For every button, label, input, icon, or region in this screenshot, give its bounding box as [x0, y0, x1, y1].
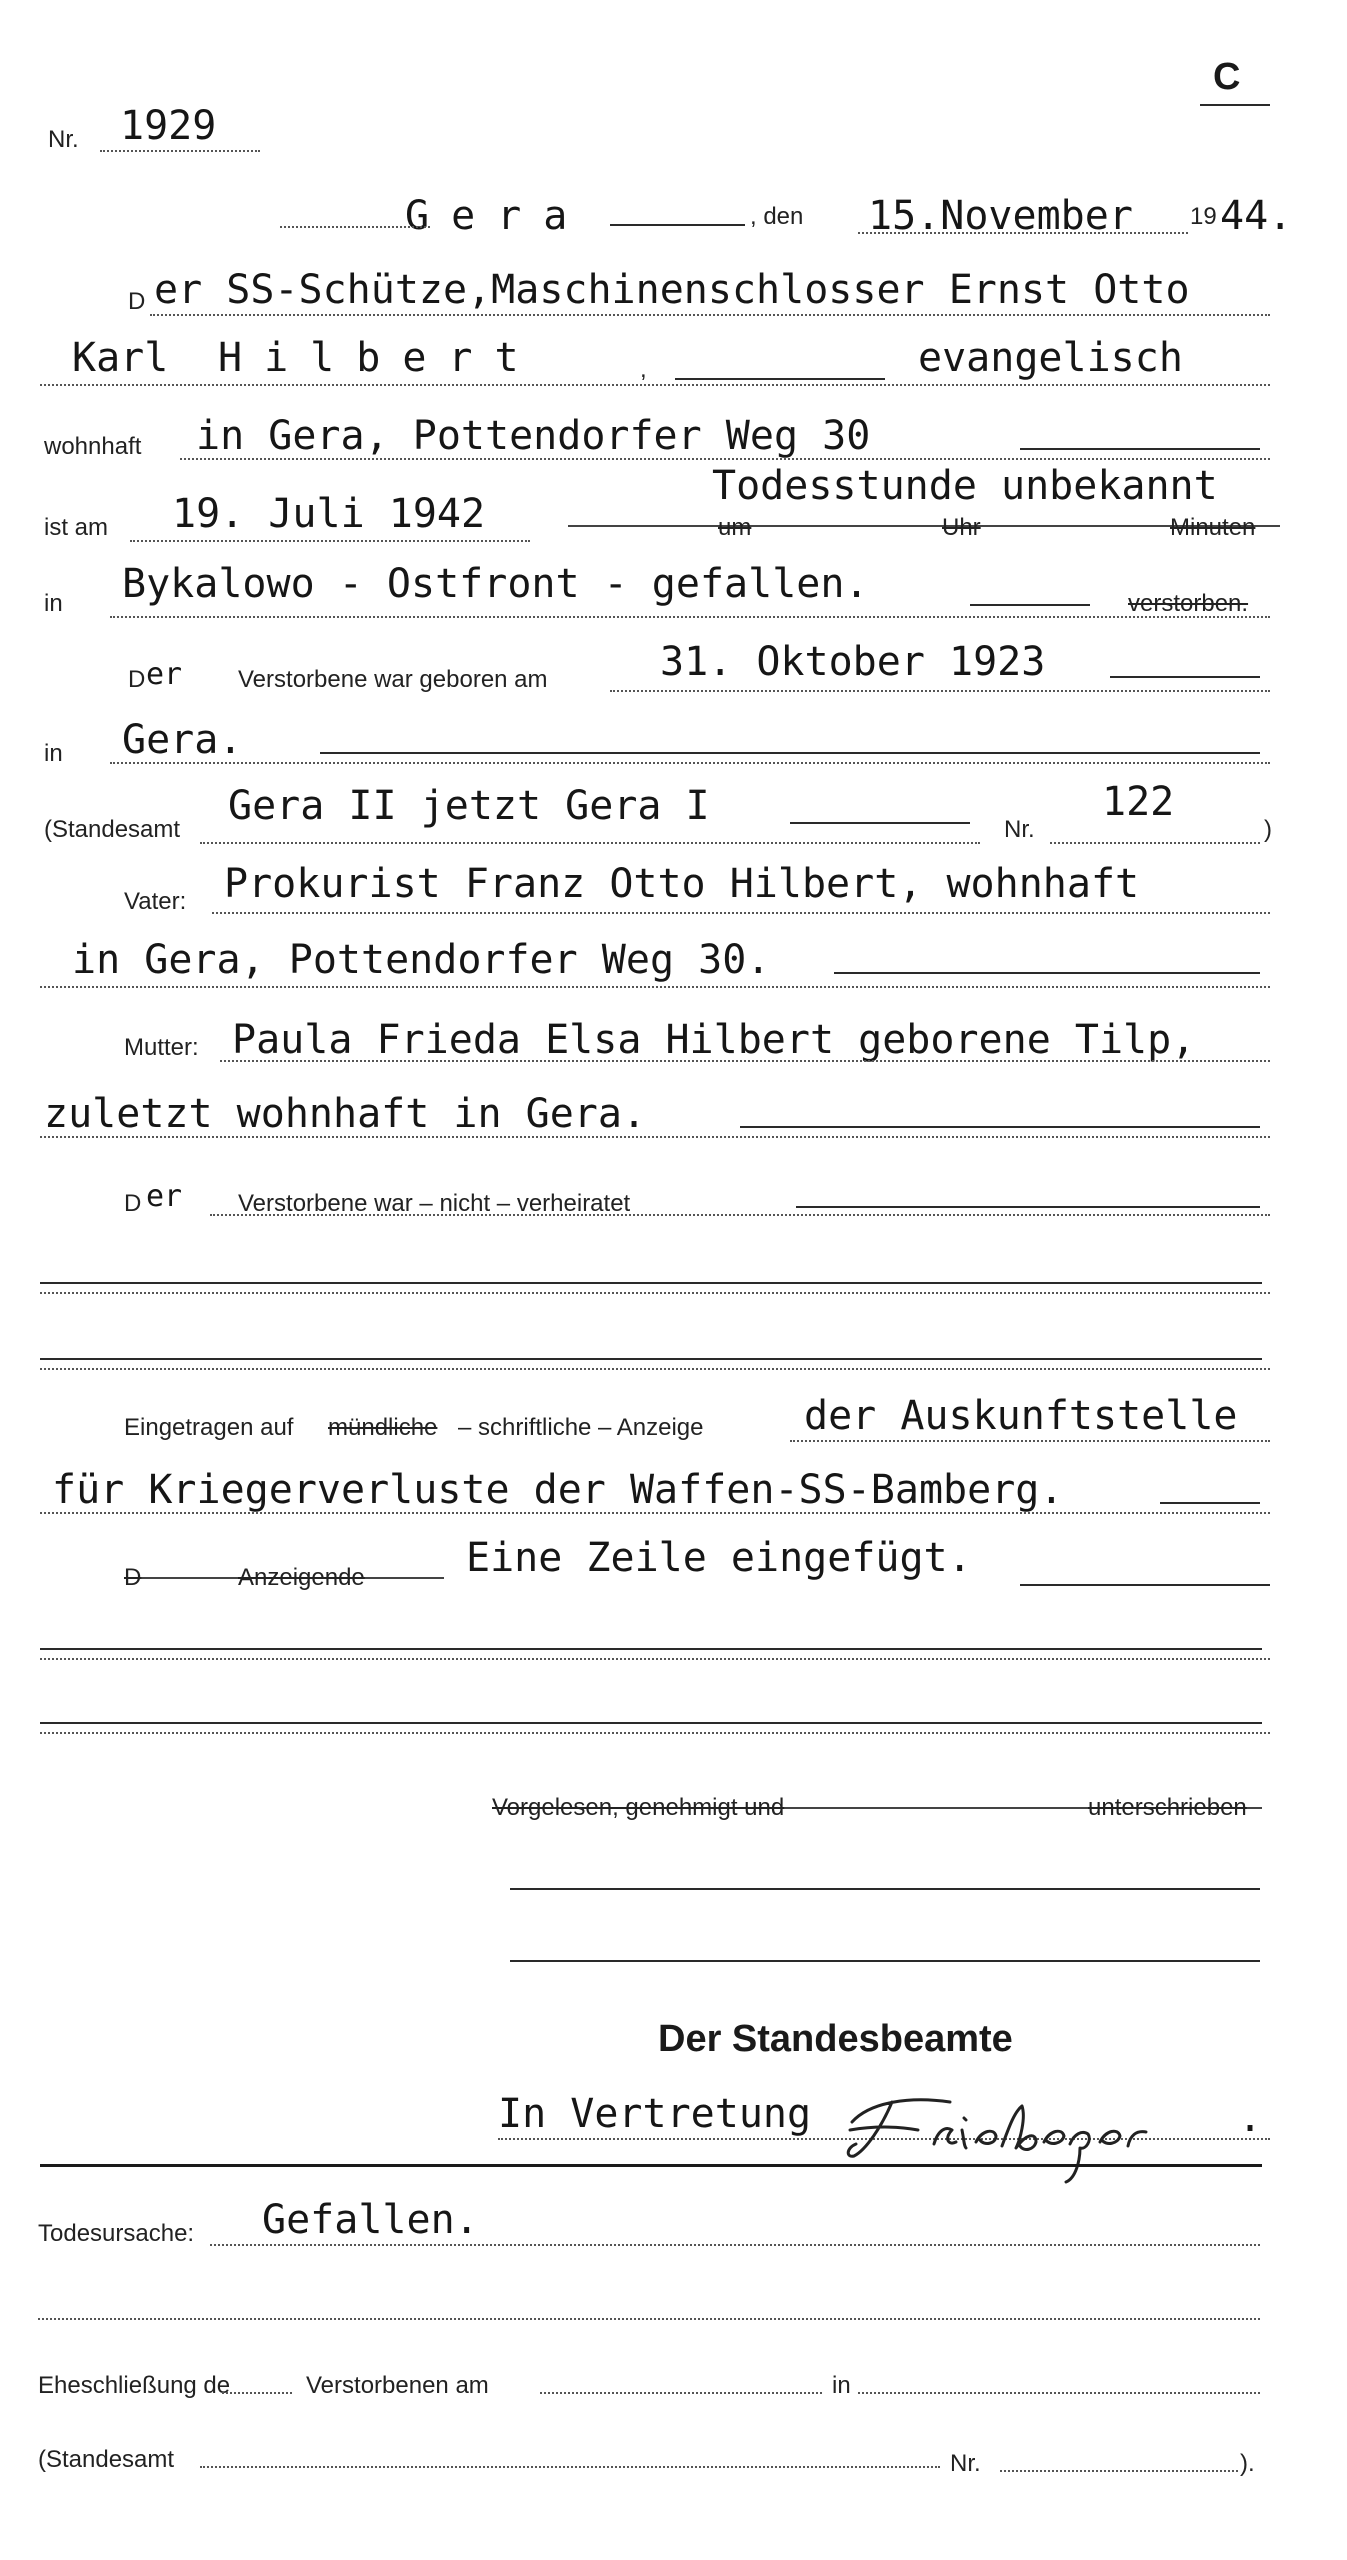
- zeile-eingefuegt-note: Eine Zeile eingefügt.: [466, 1535, 972, 1581]
- anzeige-line-1-dotted: [790, 1440, 1270, 1442]
- verheiratet-fill-line: [796, 1206, 1260, 1208]
- mutter-line-2-fill: [740, 1126, 1260, 1128]
- death-date-value: 19. Juli 1942: [172, 491, 486, 537]
- anzeige-line-2-fill: [1160, 1502, 1260, 1504]
- class-letter-underline: [1200, 104, 1270, 106]
- d-prefix-label-2: D: [128, 666, 146, 693]
- first-name-karl: Karl: [72, 335, 169, 381]
- uhr-label: Uhr: [942, 514, 981, 541]
- standesamt-value: Gera II jetzt Gera I: [228, 783, 710, 829]
- ehe-place-dotted: [858, 2392, 1260, 2394]
- address-value: in Gera, Pottendorfer Weg 30: [196, 413, 871, 459]
- verstorbenen-am-label: Verstorbenen am: [306, 2372, 489, 2399]
- eheschliessung-label: Eheschließung de: [38, 2372, 231, 2399]
- ehe-in-label: in: [832, 2372, 851, 2399]
- verheiratet-dotted-line: [210, 1214, 1270, 1216]
- blank-dotted-1: [40, 1292, 1270, 1294]
- mutter-line-2-dotted: [40, 1136, 1270, 1138]
- geboren-label: Verstorbene war geboren am: [238, 666, 548, 693]
- blank-dotted-2: [40, 1368, 1270, 1370]
- place-name: Gera: [405, 193, 590, 239]
- standesamt-bottom-close: ).: [1240, 2450, 1255, 2477]
- signature-blank-line-1: [510, 1888, 1260, 1890]
- birth-place-in-label: in: [44, 740, 63, 767]
- religion-value: evangelisch: [918, 335, 1183, 381]
- standesbeamte-title: Der Standesbeamte: [658, 2018, 1013, 2060]
- date-dotted-line: [858, 232, 1188, 234]
- place-fill-line: [610, 224, 745, 226]
- form-class-letter: C: [1213, 56, 1241, 98]
- anzeigende-d-label: D: [124, 1564, 142, 1591]
- mutter-line-1: Paula Frieda Elsa Hilbert geborene Tilp,: [232, 1017, 1196, 1063]
- mutter-line-2: zuletzt wohnhaft in Gera.: [44, 1091, 647, 1137]
- birth-date-fill-line: [1110, 676, 1260, 678]
- unterschrieben-label: unterschrieben: [1088, 1794, 1247, 1821]
- anzeigende-fill-line: [1020, 1584, 1270, 1586]
- schriftliche-label: – schriftliche – Anzeige: [458, 1414, 704, 1441]
- mutter-label: Mutter:: [124, 1034, 199, 1061]
- year-suffix: 44.: [1220, 193, 1293, 239]
- birth-date-dotted-line: [610, 690, 1270, 692]
- address-fill-line: [1020, 448, 1260, 450]
- er-suffix: er: [146, 657, 183, 692]
- verheiratet-label: Verstorbene war – nicht – verheiratet: [238, 1190, 631, 1217]
- vater-line-1: Prokurist Franz Otto Hilbert, wohnhaft: [224, 861, 1140, 907]
- vorgelesen-label: Vorgelesen, genehmigt und: [492, 1794, 785, 1821]
- todesursache-dotted-line-2: [38, 2318, 1260, 2320]
- year-prefix: 19: [1190, 203, 1217, 230]
- standesamt-nr-dotted-line: [1050, 842, 1260, 844]
- standesamt-bottom-dotted: [200, 2466, 940, 2468]
- standesamt-bottom-label: (Standesamt: [38, 2446, 175, 2473]
- death-date-dotted-line: [130, 540, 530, 542]
- standesamt-nr-value: 122: [1102, 779, 1175, 825]
- birth-place-dotted-line: [110, 762, 1270, 764]
- blank-dotted-3: [40, 1658, 1270, 1660]
- blank-line-3: [40, 1648, 1262, 1650]
- minuten-label: Minuten: [1170, 514, 1256, 541]
- death-hour-value: Todesstunde unbekannt: [712, 463, 1218, 509]
- place-dotted-left: [280, 226, 430, 228]
- nr-bottom-label: Nr.: [950, 2450, 981, 2477]
- death-place-in-label: in: [44, 590, 63, 617]
- nr-dotted-line: [100, 150, 260, 152]
- todesursache-value: Gefallen.: [262, 2197, 479, 2243]
- vertretung-text: In Vertretung: [498, 2091, 812, 2137]
- verstorben-label: verstorben.: [1128, 590, 1249, 617]
- blank-line-4: [40, 1722, 1262, 1724]
- name-dotted-line: [40, 384, 1270, 386]
- vater-line-2-fill: [834, 972, 1260, 974]
- standesamt-fill-line: [790, 822, 970, 824]
- d-prefix-label: D: [128, 288, 146, 315]
- name-comma: ,: [640, 356, 647, 383]
- blank-line-1: [40, 1282, 1262, 1284]
- section-separator: [40, 2164, 1262, 2167]
- todesursache-label: Todesursache:: [38, 2220, 195, 2247]
- vater-label: Vater:: [124, 888, 187, 915]
- blank-line-2: [40, 1358, 1262, 1360]
- death-place-fill-line: [970, 604, 1090, 606]
- standesamt-label: (Standesamt: [44, 816, 181, 843]
- ist-am-label: ist am: [44, 514, 109, 541]
- nr-bottom-dotted: [1000, 2470, 1238, 2472]
- blank-dotted-4: [40, 1732, 1270, 1734]
- date-value: 15.November: [868, 193, 1133, 239]
- surname: Hilbert: [218, 335, 541, 381]
- death-place-dotted-line: [110, 616, 1270, 618]
- anzeigende-label: Anzeigende: [238, 1564, 365, 1591]
- vater-line-2-dotted: [40, 986, 1270, 988]
- standesamt-close-paren: ): [1264, 816, 1272, 843]
- birth-date-value: 31. Oktober 1923: [660, 639, 1046, 685]
- d-prefix-label-3: D: [124, 1190, 142, 1217]
- den-label: , den: [750, 203, 804, 230]
- todesursache-dotted-line: [210, 2244, 1260, 2246]
- anzeige-value-line-1: der Auskunftstelle: [804, 1393, 1238, 1439]
- anzeige-line-2-dotted: [40, 1512, 1270, 1514]
- mutter-line-1-dotted: [220, 1060, 1270, 1062]
- vater-line-2: in Gera, Pottendorfer Weg 30.: [72, 937, 771, 983]
- register-number: 1929: [120, 103, 217, 149]
- signature-blank-line-2: [510, 1960, 1260, 1962]
- er-suffix-2: er: [146, 1179, 183, 1214]
- standesamt-dotted-line: [200, 842, 980, 844]
- eheschliessung-de-dotted: [222, 2392, 292, 2394]
- address-dotted-line: [180, 458, 1270, 460]
- ehe-date-dotted: [540, 2392, 822, 2394]
- person-line-1-dotted: [150, 314, 1270, 316]
- anzeige-value-line-2: für Kriegerverluste der Waffen-SS-Bamberg.: [52, 1467, 1064, 1513]
- person-line-1: er SS-Schütze,Maschinenschlosser Ernst Otto: [154, 267, 1190, 313]
- handwritten-signature: [830, 2060, 1270, 2190]
- nr-label: Nr.: [48, 126, 79, 153]
- signature-dot: .: [1238, 2095, 1263, 2141]
- standesamt-nr-label: Nr.: [1004, 816, 1035, 843]
- birth-place-fill-line: [320, 752, 1260, 754]
- um-label: um: [718, 514, 752, 541]
- death-place-value: Bykalowo - Ostfront - gefallen.: [122, 561, 869, 607]
- name-fill-line: [675, 378, 885, 380]
- vater-line-1-dotted: [212, 912, 1270, 914]
- wohnhaft-label: wohnhaft: [44, 433, 142, 460]
- birth-place-value: Gera.: [122, 717, 243, 763]
- muendliche-label: mündliche: [328, 1414, 438, 1441]
- eingetragen-label: Eingetragen auf: [124, 1414, 294, 1441]
